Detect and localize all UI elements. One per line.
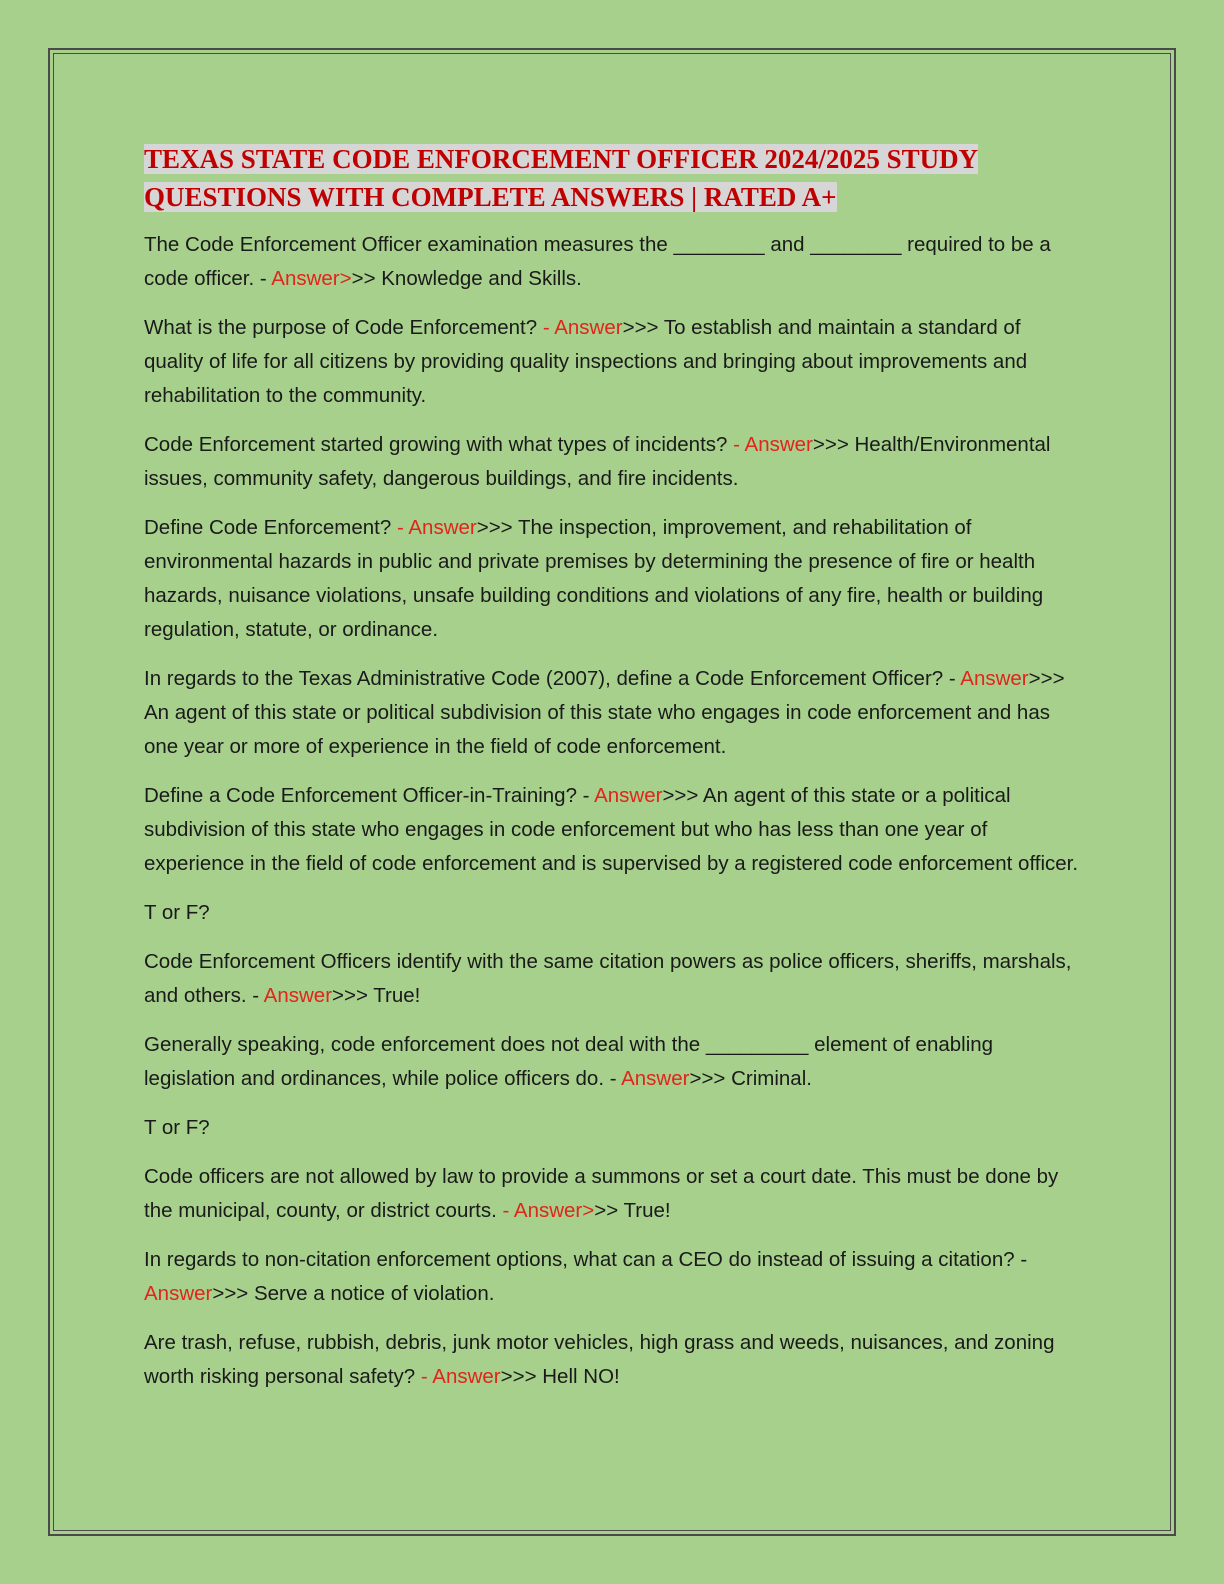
document-body — [144, 140, 1084, 1409]
question-text: In regards to non-citation enforcement options, what can a CEO do instead of issuing a citation? - — [144, 1248, 1028, 1271]
qa-item — [144, 1160, 1084, 1228]
qa-item — [144, 311, 1084, 413]
title-line-2: QUESTIONS WITH COMPLETE ANSWERS | RATED A+ — [144, 182, 837, 212]
answer-text: >>> True! — [332, 984, 421, 1007]
question-text: Code Enforcement Officers identify with the same citation powers as police officers, sheriffs, marshals, and others. - — [144, 950, 1072, 1007]
qa-item — [144, 1028, 1084, 1096]
answer-text: >>> Criminal. — [689, 1067, 812, 1090]
question-text: In regards to the Texas Administrative Code (2007), define a Code Enforcement Officer? - — [144, 667, 961, 690]
question-text: The Code Enforcement Officer examination measures the ________ and ________ required to be a code officer. - — [144, 233, 1051, 290]
answer-marker: Answer — [621, 1067, 690, 1090]
qa-item — [144, 1111, 1084, 1145]
answer-text: >>> An agent of this state or a political subdivision of this state who engages in code enforcement but who has less than one year of experience in the field of code enforcement and is supervised by a registered code enforcement officer. — [144, 784, 1079, 875]
question-text: Code Enforcement started growing with what types of incidents? — [144, 433, 734, 456]
qa-item — [144, 1326, 1084, 1394]
document-title — [144, 140, 1084, 216]
answer-text: >> Knowledge and Skills. — [351, 267, 582, 290]
qa-item — [144, 228, 1084, 296]
question-text: Define Code Enforcement? — [144, 516, 397, 539]
question-text: Define a Code Enforcement Officer-in-Training? - — [144, 784, 595, 807]
answer-marker: - Answer — [542, 316, 623, 339]
answer-marker: Answer — [594, 784, 663, 807]
qa-item — [144, 1243, 1084, 1311]
answer-marker: - Answer — [733, 433, 813, 456]
answer-marker: Answer — [960, 667, 1029, 690]
question-text: Are trash, refuse, rubbish, debris, junk motor vehicles, high grass and weeds, nuisances, and zoning worth risking personal safety? — [144, 1331, 1055, 1388]
qa-item — [144, 896, 1084, 930]
question-text: Code officers are not allowed by law to provide a summons or set a court date. This must be done by the municipal, county, or district courts. — [144, 1165, 1059, 1222]
question-text: T or F? — [144, 1116, 210, 1139]
answer-marker: Answer> — [271, 267, 352, 290]
answer-marker: - Answer — [420, 1365, 501, 1388]
answer-marker: Answer — [144, 1282, 213, 1305]
answer-text: >>> To establish and maintain a standard of quality of life for all citizens by providing quality inspections and bringing about improvements and rehabilitation to the community. — [144, 316, 1028, 407]
qa-item — [144, 945, 1084, 1013]
answer-text: >>> Serve a notice of violation. — [212, 1282, 495, 1305]
answer-text: >> True! — [594, 1199, 671, 1222]
title-line-1: TEXAS STATE CODE ENFORCEMENT OFFICER 2024/2025 STUDY — [144, 144, 979, 174]
answer-text: >>> Health/Environmental issues, community safety, dangerous buildings, and fire incidents. — [144, 433, 1051, 490]
question-text: Generally speaking, code enforcement does not deal with the _________ element of enabling legislation and ordinances, while police officers do. - — [144, 1033, 994, 1090]
answer-text: >>> An agent of this state or political subdivision of this state who engages in code enforcement and has one year or more of experience in the field of code enforcement. — [144, 667, 1065, 758]
question-text: What is the purpose of Code Enforcement? — [144, 316, 543, 339]
answer-text: >>> The inspection, improvement, and rehabilitation of environmental hazards in public and private premises by determining the presence of fire or health hazards, nuisance violations, unsafe building conditions and violations of any fire, health or building regulation, statute, or ordinance. — [144, 516, 1044, 641]
qa-item — [144, 779, 1084, 881]
qa-item — [144, 428, 1084, 496]
question-text: T or F? — [144, 901, 210, 924]
qa-item — [144, 511, 1084, 647]
answer-marker: - Answer> — [502, 1199, 595, 1222]
answer-marker: Answer — [263, 984, 333, 1007]
qa-item — [144, 662, 1084, 764]
answer-marker: - Answer — [396, 516, 477, 539]
answer-text: >>> Hell NO! — [500, 1365, 620, 1388]
